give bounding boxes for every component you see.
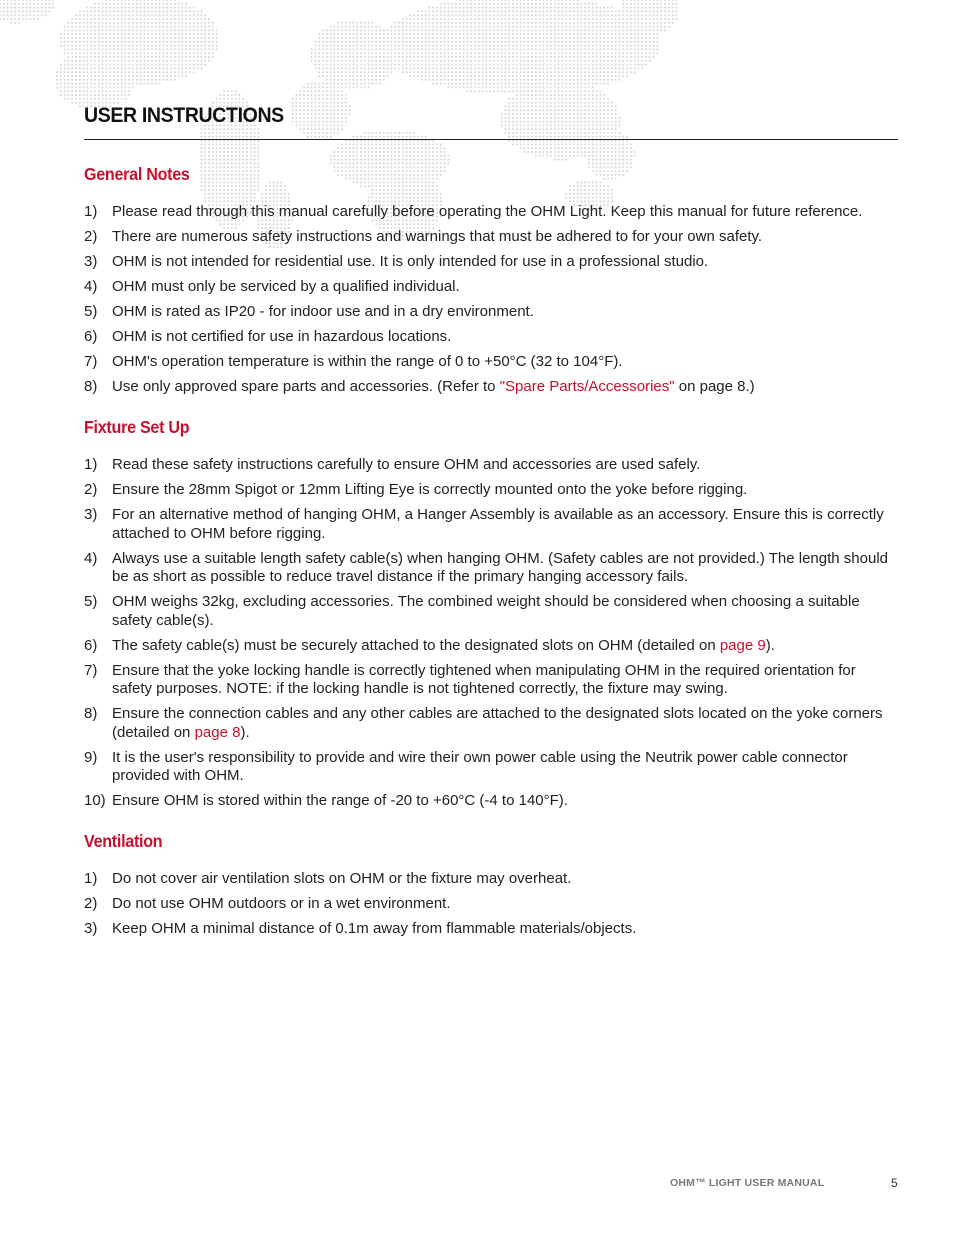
list-item: 6) OHM is not certified for use in hazardous locations. bbox=[84, 328, 452, 345]
ventilation-list bbox=[84, 870, 898, 945]
footer-manual-title: OHM™ LIGHT USER MANUAL bbox=[670, 1177, 825, 1189]
list-item: 4) OHM must only be serviced by a qualified individual. bbox=[84, 278, 460, 295]
link-page-9[interactable]: page 9 bbox=[719, 636, 766, 654]
list-item: 4) Always use a suitable length safety cable(s) when hanging OHM. (Safety cables are not provided.) The length should be as short as possible to reduce travel distance if the primary hanging accessory fails. bbox=[84, 549, 888, 585]
general-notes-list bbox=[84, 203, 898, 403]
list-item: 9) It is the user's responsibility to provide and wire their own power cable using the Neutrik power cable connector provided with OHM. bbox=[84, 748, 848, 784]
section-heading-fixture-set-up: Fixture Set Up bbox=[84, 417, 190, 437]
list-item: 1) Do not cover air ventilation slots on OHM or the fixture may overheat. bbox=[84, 870, 572, 887]
list-item: 3) For an alternative method of hanging OHM, a Hanger Assembly is available as an accessory. Ensure this is correctly attached to OHM before rigging. bbox=[84, 506, 884, 542]
list-item: 5) OHM is rated as IP20 - for indoor use and in a dry environment. bbox=[84, 303, 534, 320]
list-item: 2) There are numerous safety instructions and warnings that must be adhered to for your own safety. bbox=[84, 228, 763, 245]
list-item: 10) Ensure OHM is stored within the range of -20 to +60°C (-4 to 140°F). bbox=[84, 792, 568, 809]
list-item: 2) Ensure the 28mm Spigot or 12mm Lifting Eye is correctly mounted onto the yoke before rigging. bbox=[84, 481, 748, 498]
list-item: 6) The safety cable(s) must be securely attached to the designated slots on OHM (detailed on page 9). bbox=[84, 636, 775, 654]
list-item: 3) OHM is not intended for residential use. It is only intended for use in a professional studio. bbox=[84, 253, 709, 270]
section-heading-general-notes: General Notes bbox=[84, 164, 190, 184]
list-item: 1) Read these safety instructions carefully to ensure OHM and accessories are used safely. bbox=[84, 456, 701, 473]
list-item: 2) Do not use OHM outdoors or in a wet environment. bbox=[84, 895, 451, 912]
list-item: 8) Use only approved spare parts and accessories. (Refer to "Spare Parts/Accessories" on page 8.) bbox=[84, 378, 755, 395]
fixture-set-up-list bbox=[84, 456, 898, 817]
footer-page-number: 5 bbox=[891, 1176, 898, 1190]
link-spare-parts-accessories[interactable]: "Spare Parts/Accessories" bbox=[499, 378, 675, 395]
link-page-8[interactable]: page 8 bbox=[194, 723, 241, 741]
list-item: 7) OHM's operation temperature is within the range of 0 to +50°C (32 to 104°F). bbox=[84, 353, 623, 370]
list-item: 5) OHM weighs 32kg, excluding accessories. The combined weight should be considered when choosing a suitable safety cable(s). bbox=[84, 593, 860, 629]
page-title: USER INSTRUCTIONS bbox=[84, 104, 284, 127]
list-item: 8) Ensure the connection cables and any other cables are attached to the designated slots located on the yoke corners (detailed on page 8). bbox=[84, 705, 883, 741]
list-item: 7) Ensure that the yoke locking handle is correctly tightened when manipulating OHM in the required orientation for safety purposes. NOTE: if the locking handle is not tightened correctly, the fixture may swing. bbox=[84, 661, 856, 697]
list-item: 1) Please read through this manual carefully before operating the OHM Light. Keep this manual for future reference. bbox=[84, 203, 863, 220]
list-item: 3) Keep OHM a minimal distance of 0.1m away from flammable materials/objects. bbox=[84, 920, 637, 937]
section-heading-ventilation: Ventilation bbox=[84, 831, 163, 851]
title-divider bbox=[84, 139, 898, 140]
